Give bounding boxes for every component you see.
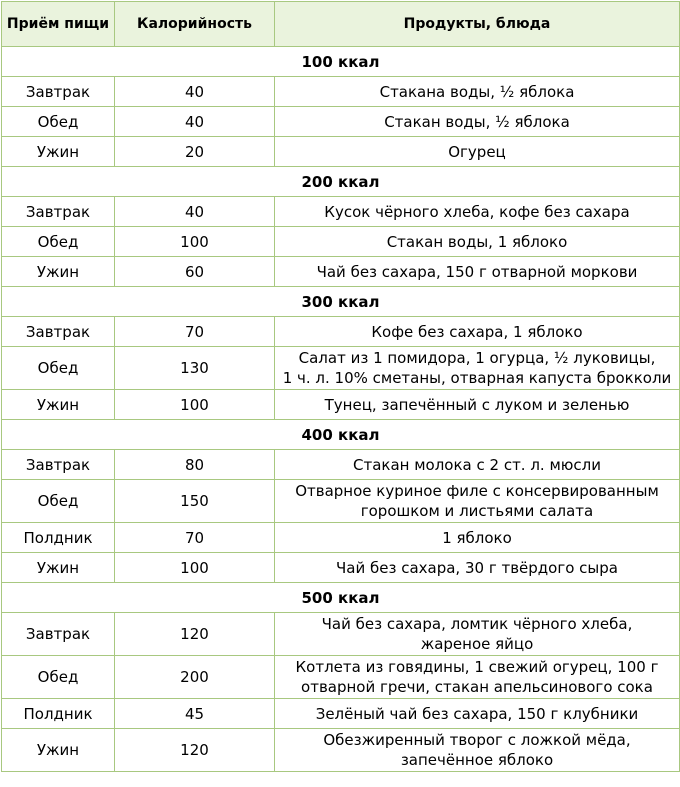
products-cell xyxy=(275,450,680,480)
calories-cell: 100 xyxy=(115,390,275,420)
meal-cell: Полдник xyxy=(2,523,115,553)
products-cell xyxy=(275,523,680,553)
table-row xyxy=(2,480,680,523)
products-line: Зелёный чай без сахара, 150 г клубники xyxy=(315,704,639,723)
meal-cell: Завтрак xyxy=(2,197,115,227)
table-row xyxy=(2,107,680,137)
products-line: Обезжиренный творог с ложкой мёда, xyxy=(323,731,631,749)
meal-cell: Обед xyxy=(2,656,115,699)
products-line: Салат из 1 помидора, 1 огурца, ½ луковицы, xyxy=(298,349,656,367)
products-line: запечённое яблоко xyxy=(400,751,554,769)
section-title: 200 ккал xyxy=(2,167,680,197)
section-title: 500 ккал xyxy=(2,583,680,613)
table-row xyxy=(2,699,680,729)
table-row xyxy=(2,257,680,287)
meal-cell: Ужин xyxy=(2,729,115,772)
products-line: Чай без сахара, 30 г твёрдого сыра xyxy=(336,558,618,577)
products-line: Стакан воды, 1 яблоко xyxy=(386,232,568,251)
table-body xyxy=(2,47,680,772)
calories-cell: 60 xyxy=(115,257,275,287)
table-row xyxy=(2,137,680,167)
table-header xyxy=(2,2,680,47)
diet-table xyxy=(1,1,680,772)
products-cell xyxy=(275,107,680,137)
products-line: Котлета из говядины, 1 свежий огурец, 100 г xyxy=(295,658,659,676)
products-cell xyxy=(275,480,680,523)
section-title: 400 ккал xyxy=(2,420,680,450)
meal-cell: Завтрак xyxy=(2,317,115,347)
meal-cell: Завтрак xyxy=(2,450,115,480)
header-row xyxy=(2,2,680,47)
products-cell xyxy=(275,257,680,287)
products-cell xyxy=(275,77,680,107)
calories-cell: 100 xyxy=(115,227,275,257)
table-row xyxy=(2,197,680,227)
meal-cell: Обед xyxy=(2,227,115,257)
meal-cell: Ужин xyxy=(2,553,115,583)
products-line: Стакан воды, ½ яблока xyxy=(384,112,570,131)
meal-cell: Обед xyxy=(2,347,115,390)
products-line: Отварное куриное филе с консервированным xyxy=(295,482,659,500)
calories-cell: 80 xyxy=(115,450,275,480)
products-line: жареное яйцо xyxy=(420,635,534,653)
products-cell xyxy=(275,390,680,420)
section-row xyxy=(2,167,680,197)
header-calories: Калорийность xyxy=(115,2,275,47)
section-row xyxy=(2,420,680,450)
products-cell xyxy=(275,197,680,227)
products-line: Тунец, запечённый с луком и зеленью xyxy=(324,395,630,414)
table-row xyxy=(2,553,680,583)
section-title: 300 ккал xyxy=(2,287,680,317)
table-row xyxy=(2,523,680,553)
meal-cell: Ужин xyxy=(2,390,115,420)
table-row xyxy=(2,390,680,420)
products-cell xyxy=(275,699,680,729)
calories-cell: 70 xyxy=(115,317,275,347)
calories-cell: 120 xyxy=(115,729,275,772)
meal-cell: Завтрак xyxy=(2,77,115,107)
products-cell xyxy=(275,729,680,772)
products-line: Кофе без сахара, 1 яблоко xyxy=(371,322,583,341)
table-row xyxy=(2,450,680,480)
section-row xyxy=(2,583,680,613)
products-line: Кусок чёрного хлеба, кофе без сахара xyxy=(324,202,630,221)
products-line: Чай без сахара, 150 г отварной моркови xyxy=(316,262,638,281)
meal-cell: Ужин xyxy=(2,137,115,167)
meal-cell: Обед xyxy=(2,480,115,523)
table-row xyxy=(2,77,680,107)
section-title: 100 ккал xyxy=(2,47,680,77)
section-row xyxy=(2,287,680,317)
products-cell xyxy=(275,347,680,390)
products-line: Стакана воды, ½ яблока xyxy=(379,82,575,101)
table-row xyxy=(2,227,680,257)
calories-cell: 100 xyxy=(115,553,275,583)
products-cell xyxy=(275,227,680,257)
table-row xyxy=(2,729,680,772)
table-row xyxy=(2,347,680,390)
products-line: Огурец xyxy=(448,142,506,161)
products-line: 1 яблоко xyxy=(442,528,512,547)
products-cell xyxy=(275,553,680,583)
calories-cell: 200 xyxy=(115,656,275,699)
calories-cell: 150 xyxy=(115,480,275,523)
products-line: Стакан молока с 2 ст. л. мюсли xyxy=(352,455,601,474)
calories-cell: 20 xyxy=(115,137,275,167)
section-row xyxy=(2,47,680,77)
table-row xyxy=(2,656,680,699)
table-row xyxy=(2,317,680,347)
meal-cell: Обед xyxy=(2,107,115,137)
products-cell xyxy=(275,613,680,656)
calories-cell: 40 xyxy=(115,77,275,107)
calories-cell: 45 xyxy=(115,699,275,729)
calories-cell: 40 xyxy=(115,107,275,137)
table-row xyxy=(2,613,680,656)
products-cell xyxy=(275,317,680,347)
calories-cell: 70 xyxy=(115,523,275,553)
meal-cell: Завтрак xyxy=(2,613,115,656)
meal-cell: Полдник xyxy=(2,699,115,729)
products-line: горошком и листьями салата xyxy=(360,502,594,520)
products-cell xyxy=(275,656,680,699)
products-line: 1 ч. л. 10% сметаны, отварная капуста брокколи xyxy=(282,369,672,387)
calories-cell: 130 xyxy=(115,347,275,390)
header-products: Продукты, блюда xyxy=(275,2,680,47)
products-line: Чай без сахара, ломтик чёрного хлеба, xyxy=(321,615,633,633)
calories-cell: 40 xyxy=(115,197,275,227)
calories-cell: 120 xyxy=(115,613,275,656)
products-line: отварной гречи, стакан апельсинового сока xyxy=(301,678,653,696)
products-cell xyxy=(275,137,680,167)
header-meal: Приём пищи xyxy=(2,2,115,47)
meal-cell: Ужин xyxy=(2,257,115,287)
